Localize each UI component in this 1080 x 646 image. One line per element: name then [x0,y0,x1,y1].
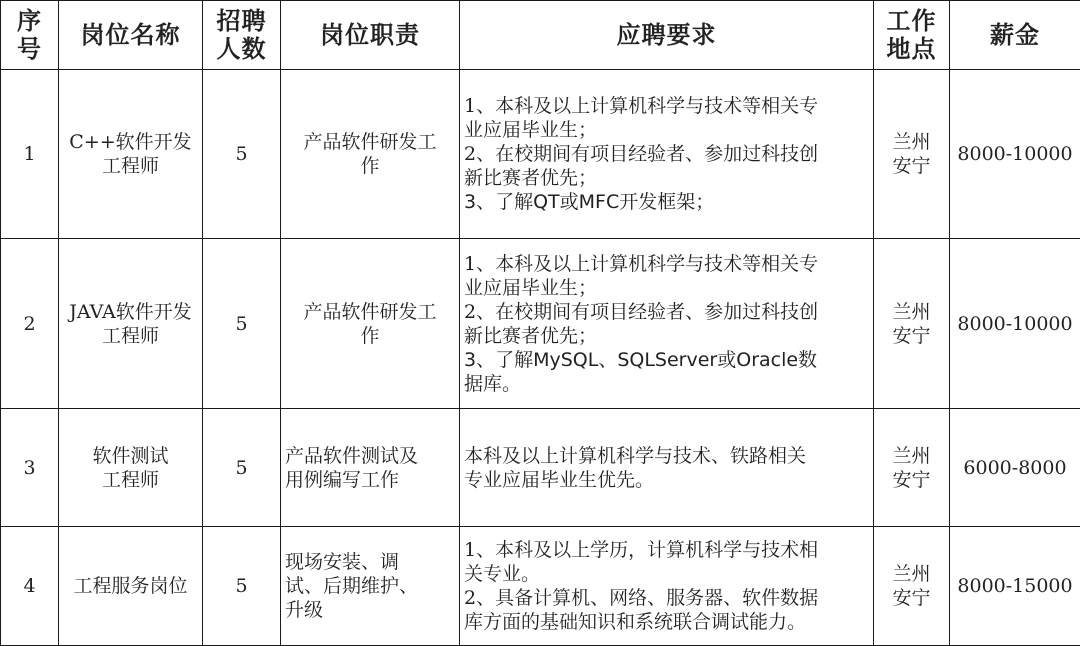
row-title: 软件测试 工程师 [59,409,203,527]
table-row [1,70,1080,239]
header-duty: 岗位职责 [281,1,460,70]
row-no: 4 [1,527,59,646]
row-place: 兰州 安宁 [874,239,950,409]
row-count: 5 [203,70,281,239]
table-row [1,527,1080,646]
row-requirements: 1、本科及以上计算机科学与技术等相关专 业应届毕业生； 2、在校期间有项目经验者、参加过科技创 新比赛者优先； 3、了解MySQL、SQLServer或Oracle数 据库。 [460,239,874,409]
row-place: 兰州 安宁 [874,70,950,239]
row-salary: 6000-8000 [950,409,1080,527]
row-no: 3 [1,409,59,527]
header-count: 招聘 人数 [203,1,281,70]
row-salary: 8000-10000 [950,70,1080,239]
row-duty: 产品软件研发工 作 [281,239,460,409]
row-title: 工程服务岗位 [59,527,203,646]
row-no: 1 [1,70,59,239]
row-title: JAVA软件开发 工程师 [59,239,203,409]
row-no: 2 [1,239,59,409]
row-title: C++软件开发 工程师 [59,70,203,239]
header-title: 岗位名称 [59,1,203,70]
header-requirements: 应聘要求 [460,1,874,70]
table-row [1,409,1080,527]
row-count: 5 [203,409,281,527]
row-requirements: 本科及以上计算机科学与技术、铁路相关 专业应届毕业生优先。 [460,409,874,527]
row-place: 兰州 安宁 [874,527,950,646]
header-row [1,1,1080,70]
header-no: 序 号 [1,1,59,70]
row-salary: 8000-15000 [950,527,1080,646]
row-salary: 8000-10000 [950,239,1080,409]
row-duty: 现场安装、调 试、后期维护、 升级 [281,527,460,646]
row-count: 5 [203,239,281,409]
table-row [1,239,1080,409]
row-count: 5 [203,527,281,646]
row-duty: 产品软件测试及 用例编写工作 [281,409,460,527]
row-place: 兰州 安宁 [874,409,950,527]
header-place: 工作 地点 [874,1,950,70]
row-requirements: 1、本科及以上学历，计算机科学与技术相 关专业。 2、具备计算机、网络、服务器、软件数据 库方面的基础知识和系统联合调试能力。 [460,527,874,646]
row-requirements: 1、本科及以上计算机科学与技术等相关专 业应届毕业生； 2、在校期间有项目经验者、参加过科技创 新比赛者优先； 3、了解QT或MFC开发框架； [460,70,874,239]
header-salary: 薪金 [950,1,1080,70]
row-duty: 产品软件研发工 作 [281,70,460,239]
